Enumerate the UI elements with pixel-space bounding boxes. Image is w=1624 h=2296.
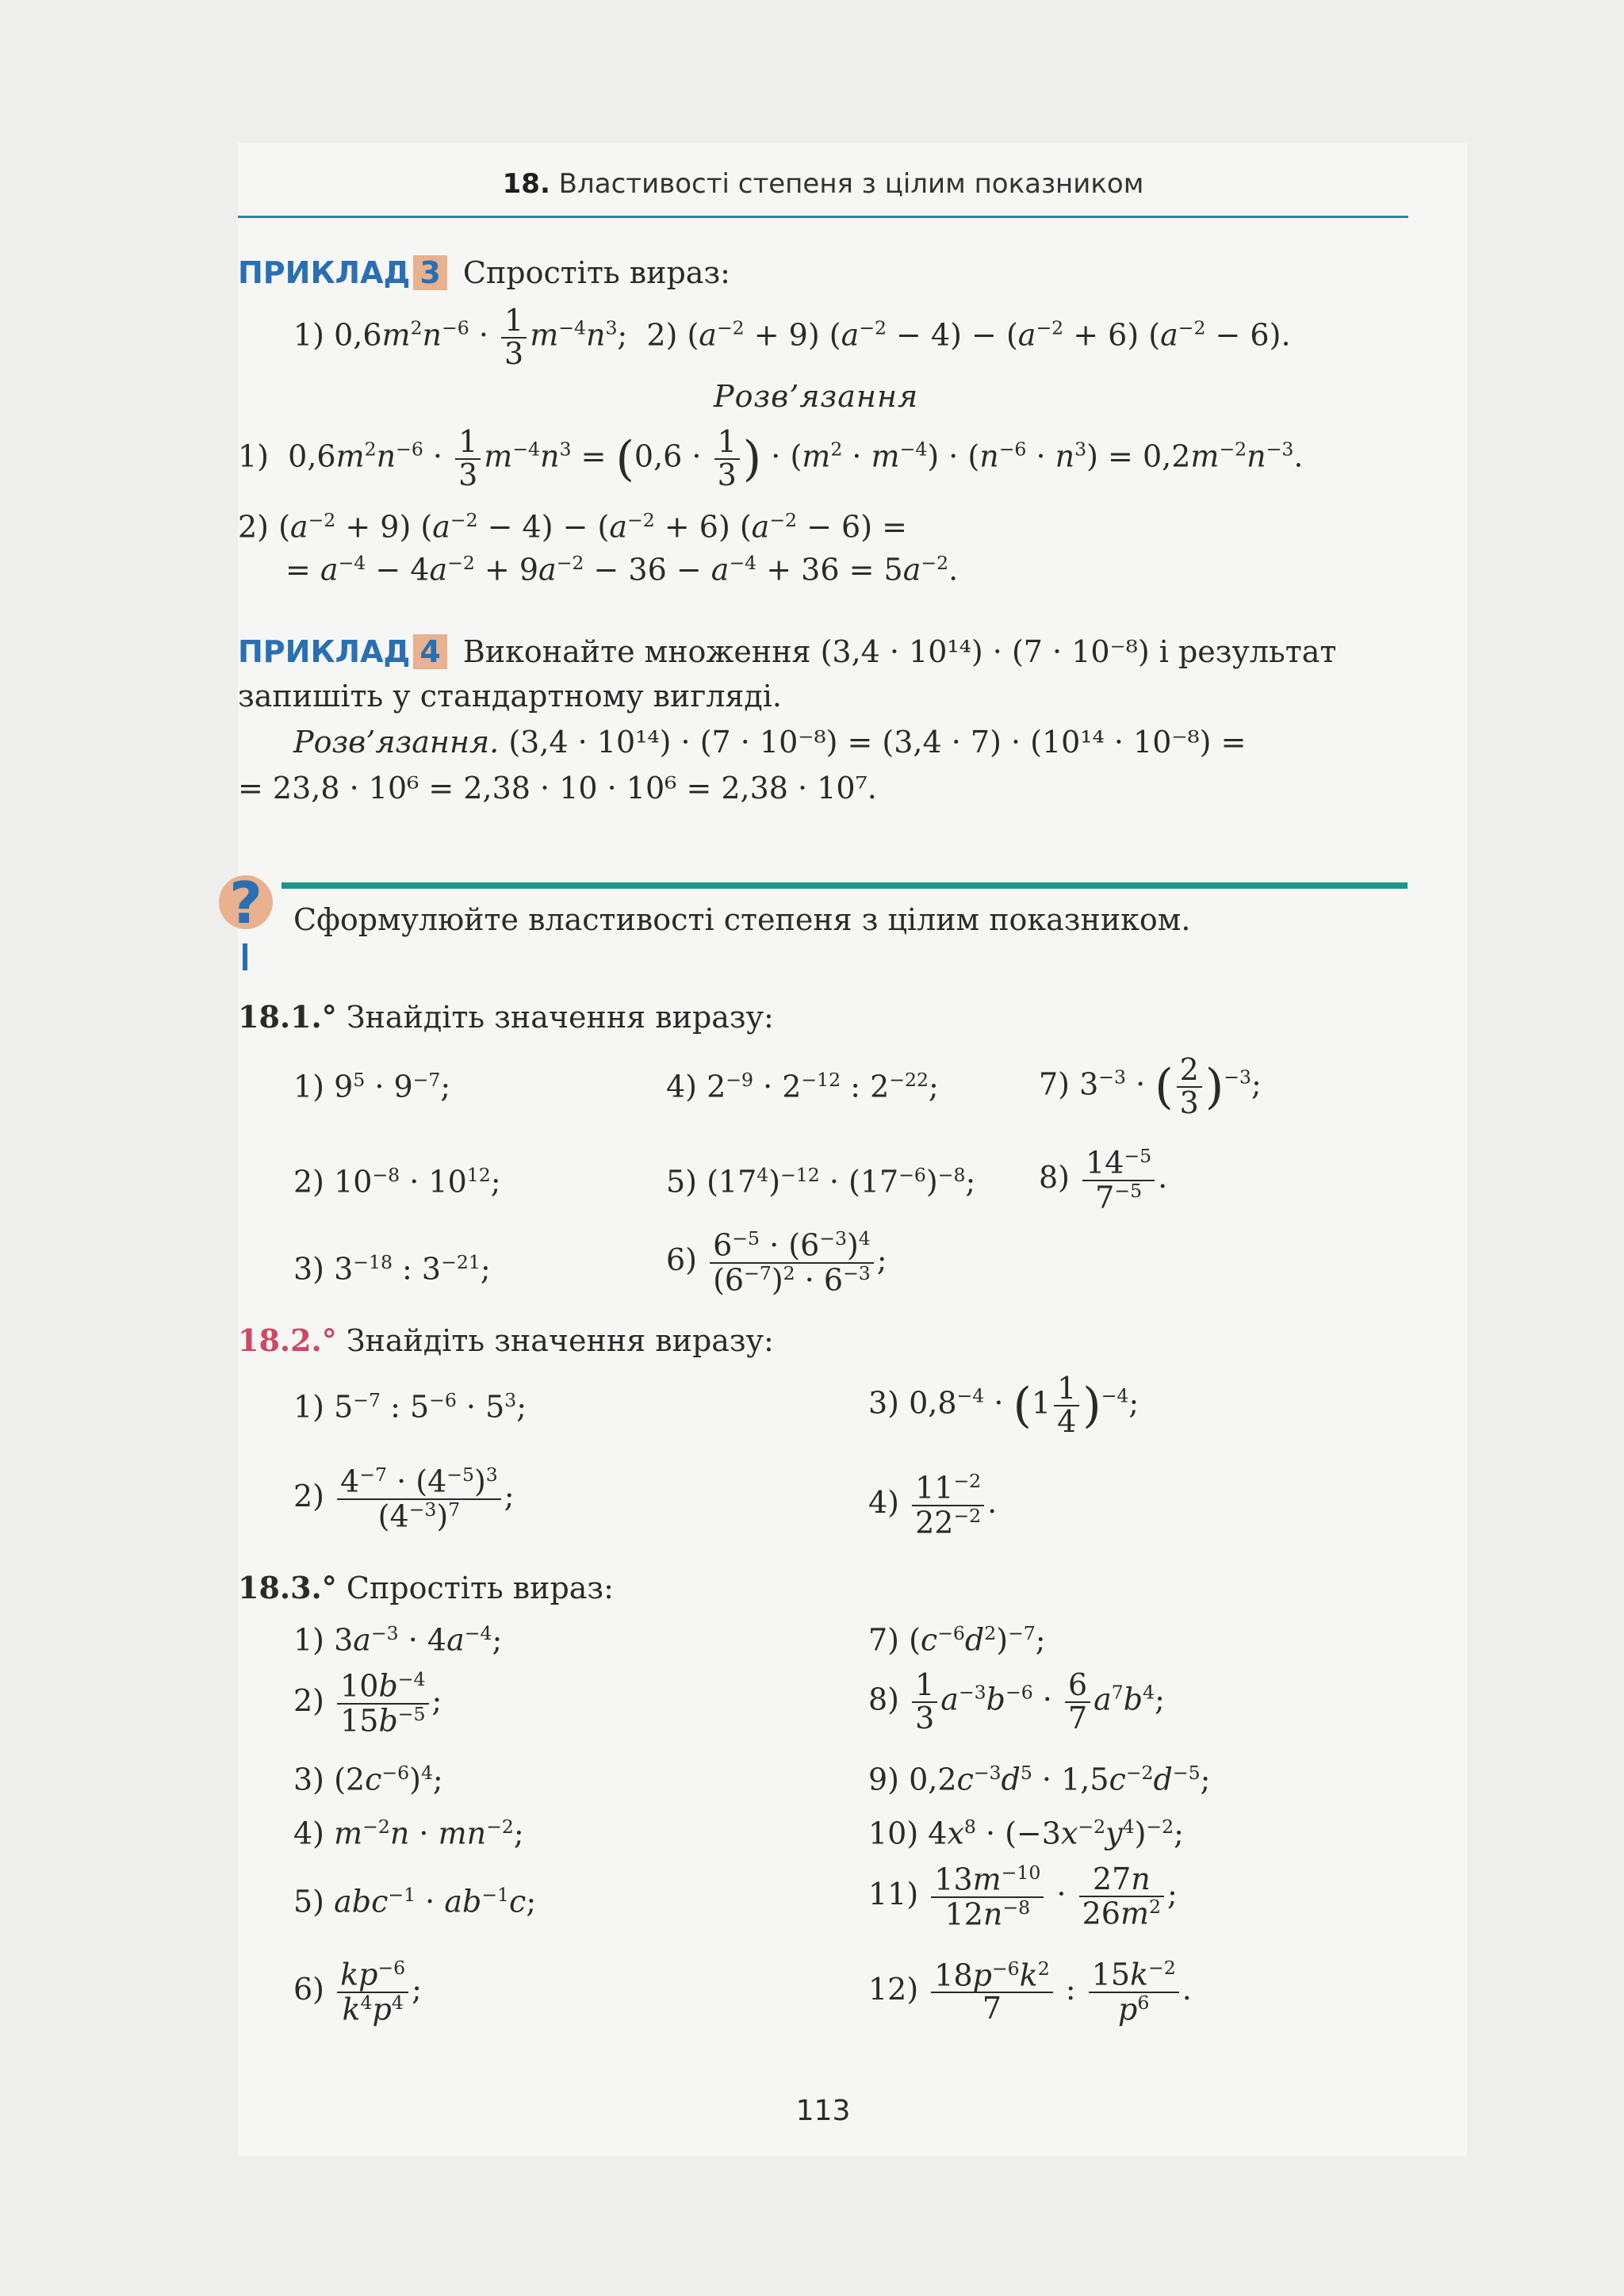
example3-heading [238,255,730,290]
ex18-1-item-3: 3) $3^{-18}$ : $3^{-21}$; [293,1251,491,1287]
ex18-1-item-4: 4) $2^{-9} \cdot 2^{-12}$ : $2^{-22}$; [666,1069,939,1104]
ex18-3-item-10: 10) $4x^8 \cdot (-3x^{-2}y^4)^{-2}$; [868,1816,1184,1851]
ex18-1-item-7: 7) $3^{-3}$ · ( $\frac{2}{3}$ )$^{-3}$; [1039,1052,1262,1120]
ex18-3-item-2: 2) $\frac{10b^{-4}}{15b^{-5}}$ ; [293,1668,442,1739]
exercise-18-3-number: 18.3.° [238,1570,337,1605]
question-mark-icon [214,874,285,977]
example3-solution-2b: = $a^{-4} - 4a^{-2} + 9a^{-2} - 36 - a^{-4} + 36 = 5a^{-2}$. [285,552,959,587]
example4-solution-line1 [293,725,1246,760]
ex18-2-item-4: 4) $\frac{11^{-2}}{22^{-2}}$ . [868,1470,998,1540]
example3-expressions: 1) $0,6m^2n^{-6}$ · $\frac{1}{3}$ $m^{-4}n^3$; 2) $(a^{-2} + 9) (a^{-2} - 4) - (a^{-2} + 6) (a^{-2} - 6)$. [293,303,1291,371]
chapter-number: 18. [502,168,550,200]
ex18-3-item-8: 8) $\frac{1}{3}$ $a^{-3}b^{-6}$ · $\frac{6}{7}$ $a^7b^4$; [868,1667,1165,1735]
example4-number: 4 [413,634,446,669]
example4-solution-label: Розв’язання. [293,725,500,760]
exercise-18-3-heading [238,1570,614,1605]
example3-solution-heading: Розв’язання [714,379,919,414]
example4-heading [238,634,1336,669]
exercise-18-2-task: Знайдіть значення виразу: [346,1323,774,1358]
exercise-18-3-task: Спростіть вираз: [346,1571,614,1605]
example4-task-line2: запишіть у стандартному вигляді. [238,679,783,714]
example3-number: 3 [413,255,446,290]
ex18-3-item-9: 9) $0,2c^{-3}d^5 \cdot 1,5c^{-2}d^{-5}$; [868,1762,1211,1797]
exercise-18-2-heading [238,1322,774,1358]
chapter-title: Властивості степеня з цілим показником [558,168,1144,200]
ex18-2-item-2: 2) $\frac{4^{-7} \cdot (4^{-5})^3}{(4^{-3})^7}$ ; [293,1464,515,1534]
example3-label: ПРИКЛАД [238,255,411,290]
page-header [238,168,1408,200]
ex18-3-item-12: 12) $\frac{18p^{-6}k^2}{7}$ : $\frac{15k^{-2}}{p^6}$ . [868,1957,1192,2027]
example4-task-line1: Виконайте множення (3,4 · 10¹⁴) · (7 · 10⁻⁸) і результат [462,634,1337,669]
question-rule [282,882,1408,889]
ex18-1-item-5: 5) $(17^4)^{-12} \cdot (17^{-6})^{-8}$; [666,1164,976,1200]
page-number: 113 [795,2095,851,2127]
example3-solution-1: 1) $0,6m^2n^{-6}$ · $\frac{1}{3}$ $m^{-4}n^3 = (0,6$ · $\frac{1}{3}$ ) · $(m^2 \cdot m^{-4}) \cdot (n^{-6} \cdot n^3) = 0,2m^{-2}n^{-3}$. [238,424,1304,492]
ex18-2-item-3: 3) $0,8^{-4} \cdot (1$ $\frac{1}{4}$ )$^{-4}$; [868,1371,1139,1439]
exercise-18-1-number: 18.1.° [238,999,337,1035]
ex18-3-item-7: 7) $(c^{-6}d^2)^{-7}$; [868,1622,1046,1658]
exercise-18-1-task: Знайдіть значення виразу: [346,1000,774,1035]
exercise-18-2-number: 18.2.° [238,1322,337,1358]
ex18-3-item-5: 5) $abc^{-1} \cdot ab^{-1}c$; [293,1884,537,1919]
exercise-18-1-heading [238,999,774,1035]
ex18-1-item-8: 8) $\frac{14^{-5}}{7^{-5}}$ . [1039,1145,1168,1215]
ex18-2-item-1: 1) $5^{-7}$ : $5^{-6} \cdot 5^3$; [293,1389,527,1425]
example3-solution-2a: 2) $(a^{-2} + 9) (a^{-2} - 4) - (a^{-2} + 6) (a^{-2} - 6)$ = [238,509,907,545]
svg-text:?: ? [229,874,262,936]
example4-label: ПРИКЛАД [238,634,411,669]
example4-solution-text1: (3,4 · 10¹⁴) · (7 · 10⁻⁸) = (3,4 · 7) · (10¹⁴ · 10⁻⁸) = [508,725,1247,760]
ex18-1-item-1: 1) $9^5 \cdot 9^{-7}$; [293,1069,451,1104]
example4-solution-line2: = 23,8 · 10⁶ = 2,38 · 10 · 10⁶ = 2,38 · 10⁷. [238,771,877,806]
ex18-3-item-1: 1) $3a^{-3} \cdot 4a^{-4}$; [293,1622,503,1658]
textbook-page [229,143,1467,2156]
ex18-3-item-4: 4) $m^{-2}n \cdot mn^{-2}$; [293,1816,524,1851]
ex18-1-item-2: 2) $10^{-8} \cdot 10^{12}$; [293,1164,501,1200]
ex18-1-item-6: 6) $\frac{6^{-5} \cdot (6^{-3})^4}{(6^{-7})^2 \cdot 6^{-3}}$ ; [666,1227,887,1298]
example3-task: Спростіть вираз: [462,255,730,290]
ex18-3-item-3: 3) $(2c^{-6})^4$; [293,1762,443,1797]
ex18-3-item-6: 6) $\frac{kp^{-6}}{k^4p^4}$ ; [293,1957,422,2027]
header-rule [238,216,1408,218]
question-text: Сформулюйте властивості степеня з цілим показником. [293,902,1191,937]
ex18-3-item-11: 11) $\frac{13m^{-10}}{12n^{-8}}$ · $\frac{27n}{26m^2}$ ; [868,1861,1178,1932]
